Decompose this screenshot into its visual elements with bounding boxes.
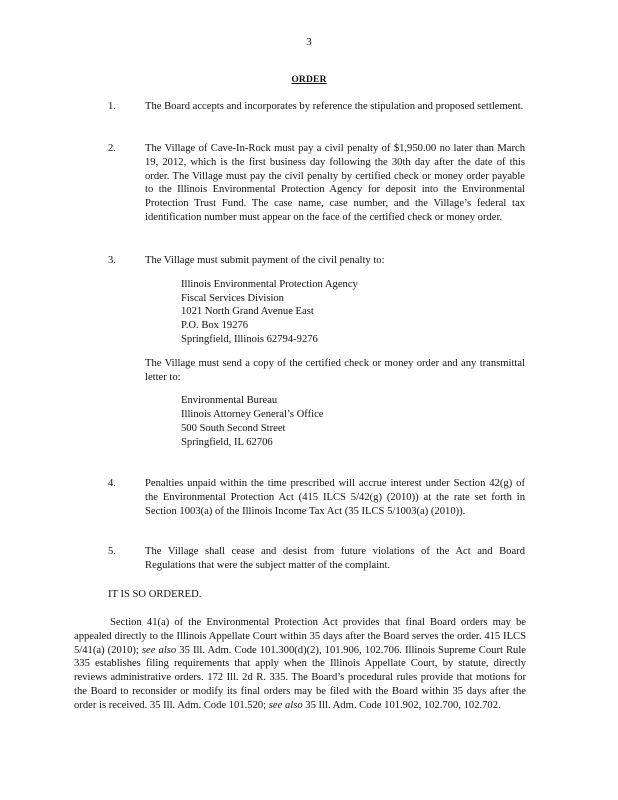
agency-address [181,278,525,347]
address-line: Springfield, Illinois 62794-9276 [181,333,318,345]
item-body [145,254,525,460]
order-heading: ORDER [291,75,327,85]
attorney-general-address [181,394,525,449]
see-also: see also [141,644,177,656]
address-line: Illinois Environmental Protection Agency [181,278,358,290]
item-number: 3. [108,255,116,266]
item-number: 2. [108,143,116,154]
item-text: The Village of Cave-In-Rock must pay a civil penalty of $1,950.00 no later than March 19, 2012, which is the first business day following the 30th day after the date of this order. The Village must pay the civil penalty by certified check or money order payable to the Illinois Environmental Protection Agency for deposit into the Environmental Protection Trust Fund. The case name, case number, and the Village’s federal tax identification number must appear on the face of the certified check or money order. [145,143,525,223]
address-line: Illinois Attorney General’s Office [181,409,324,421]
see-also: see also [268,699,303,711]
appeal-text: 35 Ill. Adm. Code 101.300(d)(2), 101.906, 102.706. Illinois Supreme Court Rule 335 establishes filing requirements that apply when the Illinois Appellate Court, by statute, directly reviews administrative orders. 172 Ill. 2d R. 335. The Board’s procedural rules provide that motions for the Board to reconsider or modify its final orders may be filed with the Board within 35 days after the order is received. 35 Ill. Adm. Code 101.520; [74,644,526,711]
appeal-text: 35 Ill. Adm. Code 101.902, 102.700, 102.702. [305,699,501,711]
item-number: 1. [108,101,116,112]
payment-instruction: The Village must submit payment of the civil penalty to: [145,255,385,266]
copy-instruction: The Village must send a copy of the certified check or money order and any transmittal letter to: [145,357,525,383]
address-line: 1021 North Grand Avenue East [181,306,314,318]
address-line: P.O. Box 19276 [181,320,249,332]
item-text: The Village shall cease and desist from future violations of the Act and Board Regulations that were the subject matter of the complaint. [145,546,525,571]
item-text: Penalties unpaid within the time prescribed will accrue interest under Section 42(g) of the Environmental Protection Act (415 ILCS 5/42(g) (2010)) at the rate set forth in Section 1003(a) of the Illinois Income Tax Act (35 ILCS 5/1003(a) (2010)). [145,478,525,517]
appeal-paragraph [74,616,526,713]
item-text: The Board accepts and incorporates by reference the stipulation and proposed settlement. [145,101,524,112]
appeal-text: Section 41(a) of the Environmental Protection Act provides that final Board orders may be appealed directly to the Illinois Appellate Court within 35 days after the Board serves the order. 415 ILCS 5/41(a) (2010); [74,617,526,656]
item-number: 4. [108,478,116,489]
address-line: Springfield, IL 62706 [181,436,273,448]
address-line: Environmental Bureau [181,395,278,407]
so-ordered: IT IS SO ORDERED. [108,589,202,600]
item-number: 5. [108,546,116,557]
page-number: 3 [306,36,312,48]
address-line: 500 South Second Street [181,422,286,434]
address-line: Fiscal Services Division [181,292,284,304]
